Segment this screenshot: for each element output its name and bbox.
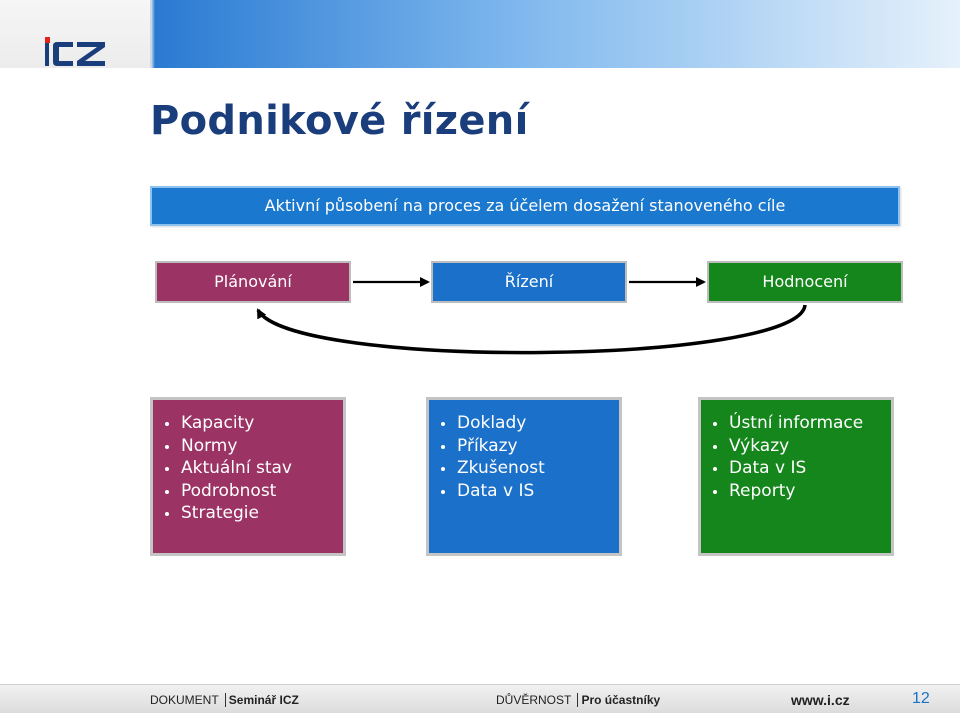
list-item: Data v IS <box>709 457 885 480</box>
slide-title: Podnikové řízení <box>150 98 529 144</box>
list-item: Strategie <box>161 502 337 525</box>
logo-area <box>0 0 151 68</box>
icz-logo <box>45 37 109 69</box>
list-item: Výkazy <box>709 435 885 458</box>
list-item: Podrobnost <box>161 480 337 503</box>
feedback-arrow <box>258 305 805 353</box>
list-item: Příkazy <box>437 435 613 458</box>
process-step-rizeni: Řízení <box>431 261 627 303</box>
definition-banner: Aktivní působení na proces za účelem dosažení stanoveného cíle <box>150 186 900 226</box>
footer-url[interactable]: www.i.cz <box>791 692 850 708</box>
detail-box-hodnoceni <box>698 397 894 556</box>
list-item: Ústní informace <box>709 412 885 435</box>
footer-seminar: Seminář ICZ <box>225 693 299 707</box>
list-item: Aktuální stav <box>161 457 337 480</box>
process-step-planovani: Plánování <box>155 261 351 303</box>
process-step-hodnoceni: Hodnocení <box>707 261 903 303</box>
list-item: Normy <box>161 435 337 458</box>
list-item: Data v IS <box>437 480 613 503</box>
footer <box>0 684 960 713</box>
footer-doc-label: DOKUMENT <box>150 693 219 707</box>
list-item: Zkušenost <box>437 457 613 480</box>
footer-trust-label: DŮVĚRNOST <box>496 693 572 707</box>
page-number: 12 <box>912 690 930 707</box>
list-item: Doklady <box>437 412 613 435</box>
list-item: Kapacity <box>161 412 337 435</box>
footer-doc <box>150 693 299 707</box>
list-item: Reporty <box>709 480 885 503</box>
detail-box-planovani <box>150 397 346 556</box>
footer-audience: Pro účastníky <box>577 693 660 707</box>
footer-trust <box>496 693 660 707</box>
detail-box-rizeni <box>426 397 622 556</box>
